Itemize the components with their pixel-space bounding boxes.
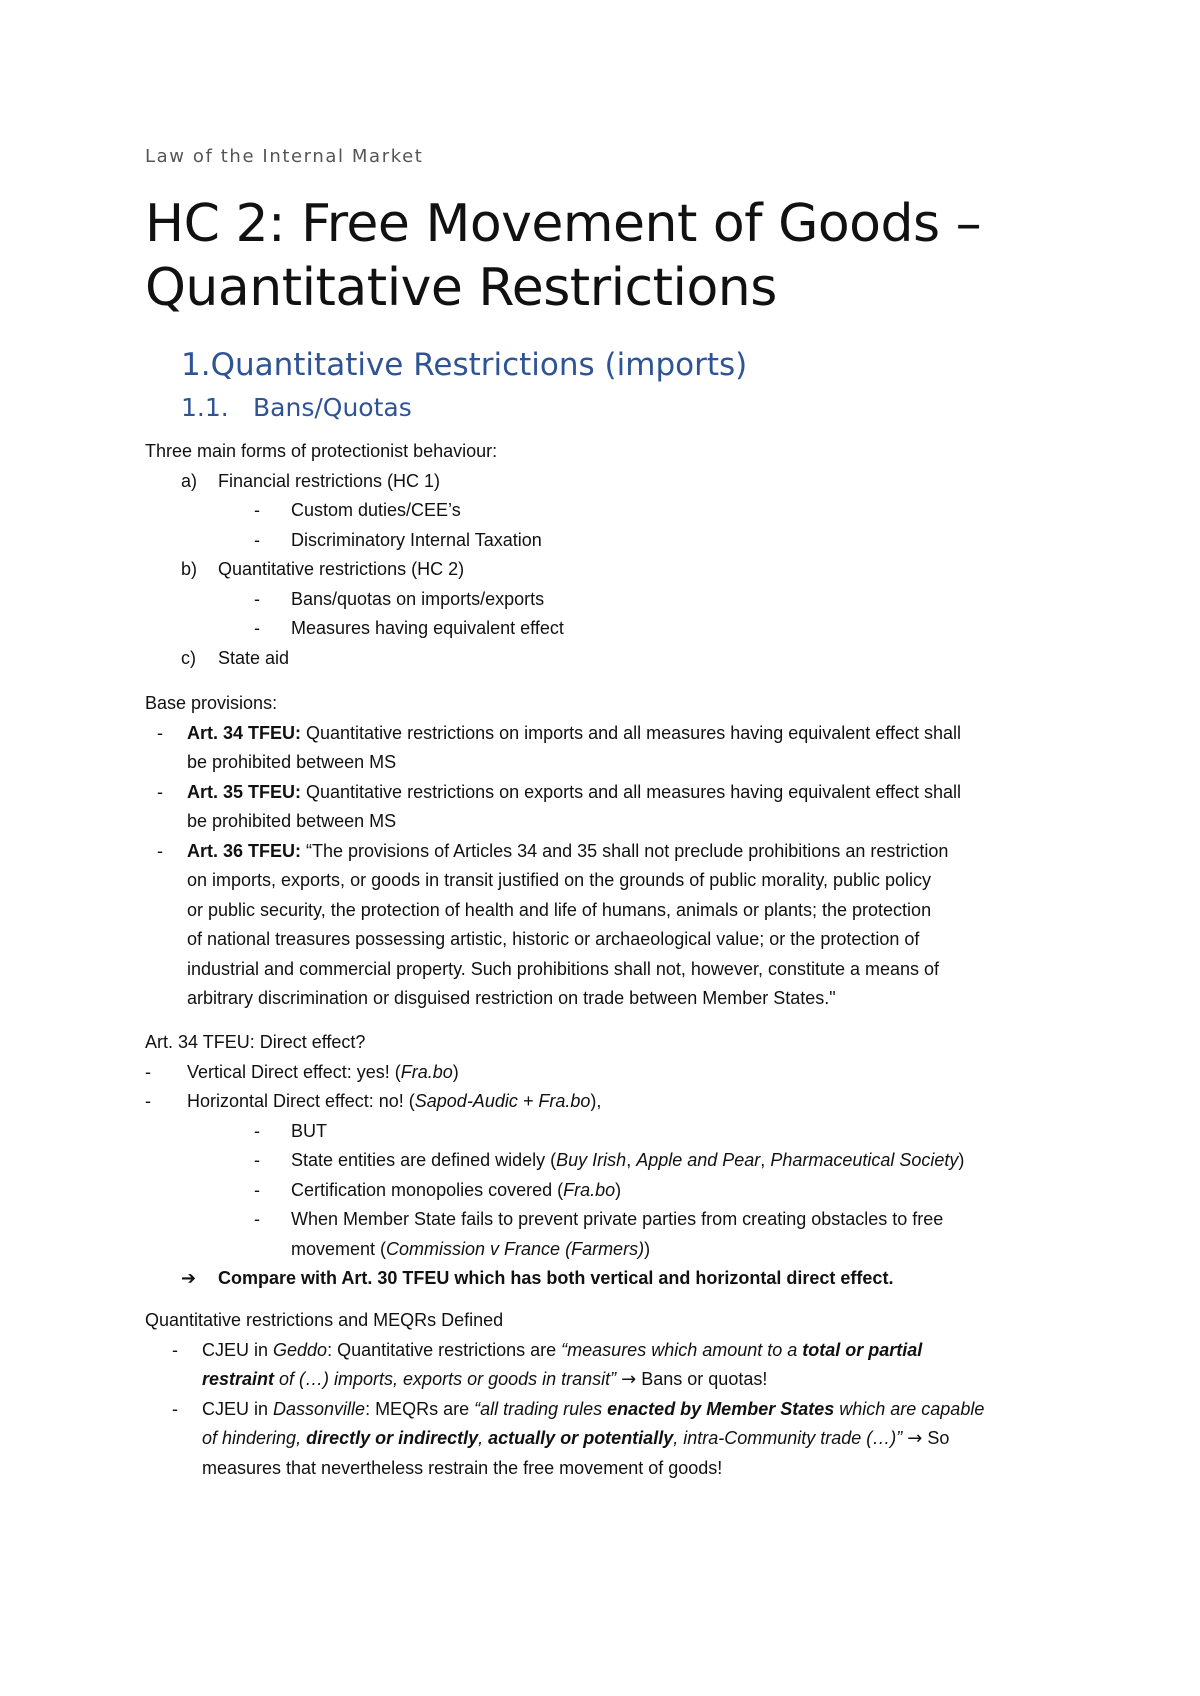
list-item: - CJEU in Dassonville: MEQRs are “all trading rules enacted by Member States which are capable of hindering, directly or indirectly, actually or potentially, intra-Community trade (…)” → So measures that nevertheless restrain the free movement of goods! <box>145 1395 1075 1484</box>
list-item: - Bans/quotas on imports/exports <box>145 585 1075 615</box>
dash-marker: - <box>254 529 260 550</box>
list-item: - BUT <box>145 1117 1075 1147</box>
list-item: - Art. 34 TFEU: Quantitative restrictions on imports and all measures having equivalent effect shall be prohibited between MS <box>145 719 1075 778</box>
section-title: Quantitative Restrictions (imports) <box>210 347 748 383</box>
meqr-intro: Quantitative restrictions and MEQRs Defined <box>145 1310 504 1330</box>
list-item: c) State aid <box>145 644 1075 674</box>
dash-marker: - <box>254 1179 260 1200</box>
arrow-icon: → <box>907 1428 923 1449</box>
list-marker: c) <box>181 647 196 668</box>
subsection-heading <box>181 392 412 424</box>
list-item: - Custom duties/CEE’s <box>145 496 1075 526</box>
dash-marker: - <box>254 500 260 520</box>
list-item: - Vertical Direct effect: yes! (Fra.bo) <box>145 1058 1075 1088</box>
arrow-icon: ➔ <box>181 1268 197 1289</box>
dash-marker: - <box>172 1398 178 1419</box>
direct-effect-block <box>145 1028 1075 1294</box>
list-item: - Discriminatory Internal Taxation <box>145 526 1075 556</box>
base-provisions-block <box>145 689 1075 1014</box>
subsection-number: 1.1. <box>181 393 229 422</box>
section-number: 1. <box>181 347 211 383</box>
section-heading <box>181 345 747 385</box>
forms-intro: Three main forms of protectionist behaviour: <box>145 441 498 461</box>
list-item: b) Quantitative restrictions (HC 2) <box>145 555 1075 585</box>
subsection-title: Bans/Quotas <box>253 393 412 422</box>
list-item: - Horizontal Direct effect: no! (Sapod-Audic + Fra.bo), <box>145 1087 1075 1117</box>
list-item: - When Member State fails to prevent private parties from creating obstacles to free movement (Commission v France (Farmers)) <box>145 1205 1075 1264</box>
dash-marker: - <box>254 1150 260 1170</box>
dash-marker: - <box>157 840 163 861</box>
list-item: - Art. 35 TFEU: Quantitative restrictions on exports and all measures having equivalent effect shall be prohibited between MS <box>145 778 1075 837</box>
title-line-2: Quantitative Restrictions <box>145 258 777 318</box>
dash-marker: - <box>145 1091 151 1111</box>
forms-block <box>145 437 1075 673</box>
dash-marker: - <box>254 618 260 638</box>
meqr-block <box>145 1306 1075 1483</box>
list-item: a) Financial restrictions (HC 1) <box>145 467 1075 497</box>
list-item: - Certification monopolies covered (Fra.bo) <box>145 1176 1075 1206</box>
list-item: - CJEU in Geddo: Quantitative restrictions are “measures which amount to a total or partial restraint of (…) imports, exports or goods in transit” → Bans or quotas! <box>145 1336 1075 1395</box>
list-item: ➔ Compare with Art. 30 TFEU which has both vertical and horizontal direct effect. <box>145 1264 1075 1294</box>
list-item: - Measures having equivalent effect <box>145 614 1075 644</box>
document-subtitle: Law of the Internal Market <box>145 146 424 167</box>
title-line-1: HC 2: Free Movement of Goods – <box>145 194 982 254</box>
list-item: - Art. 36 TFEU: “The provisions of Articles 34 and 35 shall not preclude prohibitions an restriction on imports, exports, or goods in transit justified on the grounds of public morality, public policy or public security, the protection of health and life of humans, animals or plants; the protection of national treasures possessing artistic, historic or archaeological value; or the protection of industrial and commercial property. Such prohibitions shall not, however, constitute a means of arbitrary discrimination or disguised restriction on trade between Member States." <box>145 837 1075 1014</box>
direct-intro: Art. 34 TFEU: Direct effect? <box>145 1032 366 1052</box>
dash-marker: - <box>254 1209 260 1229</box>
dash-marker: - <box>254 1120 260 1141</box>
list-marker: a) <box>181 470 198 491</box>
dash-marker: - <box>145 1061 151 1082</box>
arrow-icon: → <box>621 1369 637 1390</box>
document-title <box>145 192 981 320</box>
base-intro: Base provisions: <box>145 693 278 713</box>
dash-marker: - <box>254 588 260 609</box>
dash-marker: - <box>157 722 163 743</box>
dash-marker: - <box>157 781 163 802</box>
list-item: - State entities are defined widely (Buy Irish, Apple and Pear, Pharmaceutical Society) <box>145 1146 1075 1176</box>
dash-marker: - <box>172 1339 178 1360</box>
list-marker: b) <box>181 559 198 579</box>
